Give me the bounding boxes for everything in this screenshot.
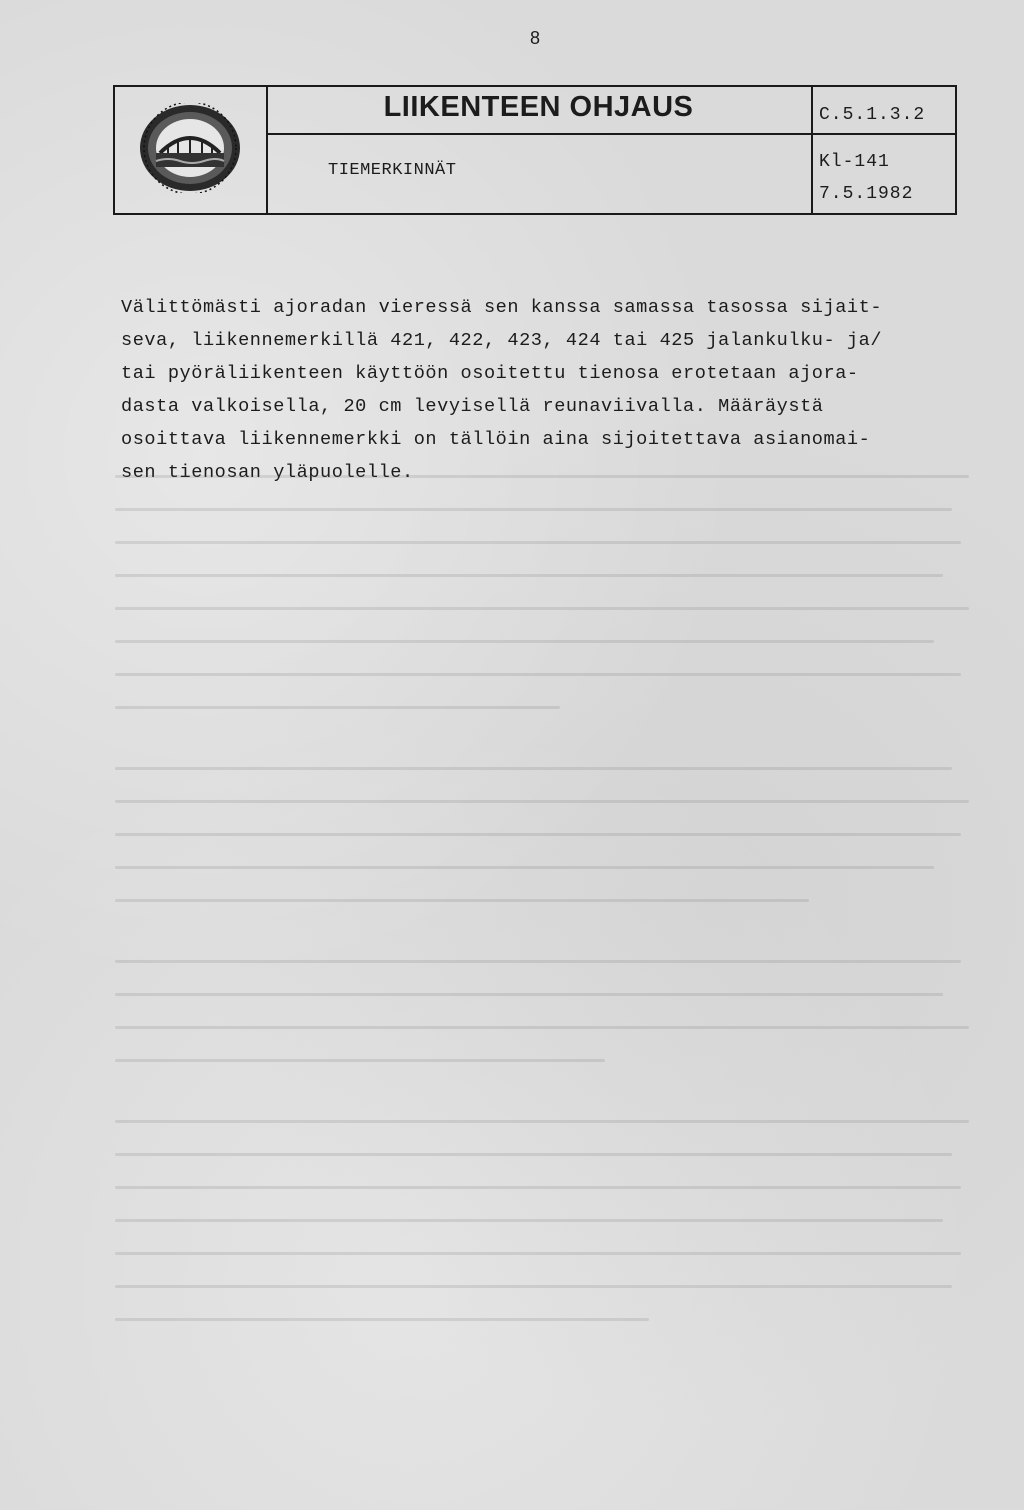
page-number: 8 — [529, 28, 540, 48]
document-header — [113, 85, 957, 215]
body-line: seva, liikennemerkillä 421, 422, 423, 424 tai 425 jalankulku- ja/ — [121, 329, 883, 351]
body-line: Välittömästi ajoradan vieressä sen kanssa samassa tasossa sijait- — [121, 297, 883, 318]
title-cell — [266, 87, 813, 135]
document-code: Kl-141 — [819, 152, 890, 172]
reference-number: C.5.1.3.2 — [819, 105, 926, 125]
body-paragraph — [121, 292, 981, 489]
bleed-through-texture — [115, 475, 1005, 1485]
seal-emblem-icon — [138, 103, 242, 193]
document-date: 7.5.1982 — [819, 184, 914, 204]
body-line: tai pyöräliikenteen käyttöön osoitettu tienosa erotetaan ajora- — [121, 362, 859, 384]
body-line: dasta valkoisella, 20 cm levyisellä reunaviivalla. Määräystä — [121, 395, 824, 417]
body-line: osoittava liikennemerkki on tällöin aina sijoitettava asianomai- — [121, 428, 871, 450]
document-subtitle: TIEMERKINNÄT — [328, 161, 457, 180]
logo-cell — [115, 87, 268, 213]
reference-cell — [813, 87, 955, 135]
subtitle-cell — [266, 133, 813, 213]
body-line: sen tienosan yläpuolelle. — [121, 461, 414, 483]
document-title: LIIKENTEEN OHJAUS — [383, 91, 694, 123]
